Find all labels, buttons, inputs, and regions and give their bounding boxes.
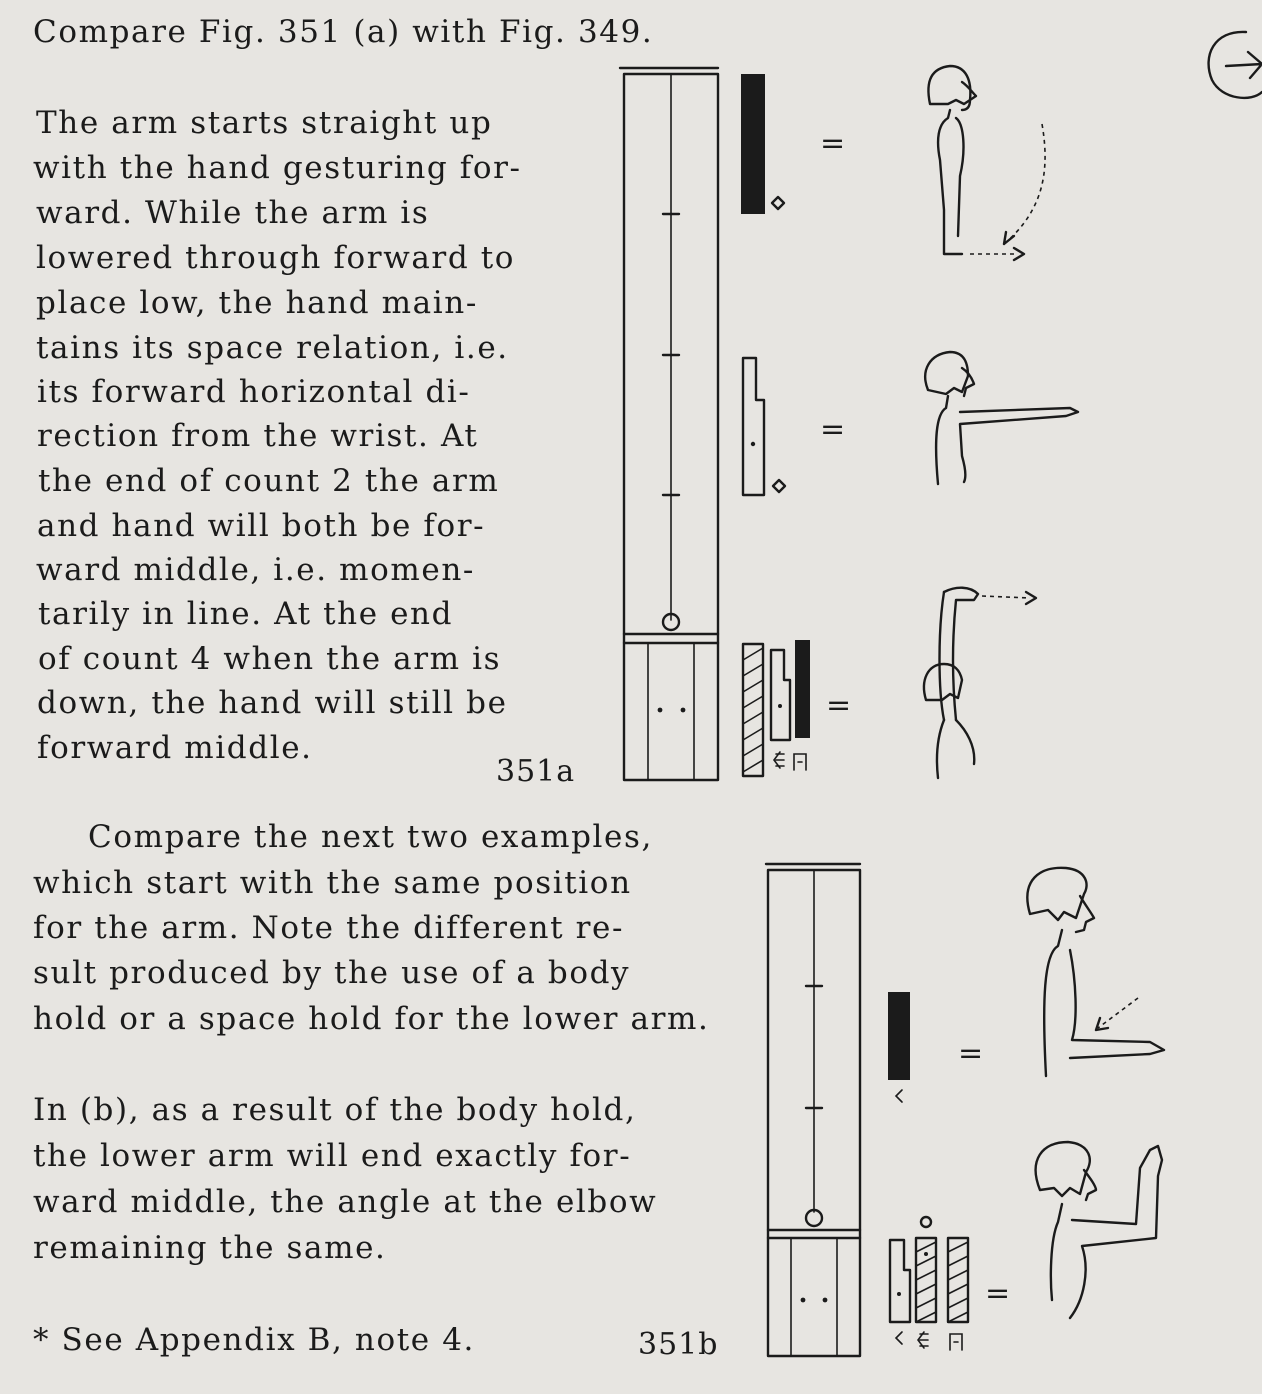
figure-a3-arm-up <box>924 588 1036 778</box>
paragraph-a-line-6: tains its space relation, i.e. <box>36 330 509 366</box>
intro-line: Compare Fig. 351 (a) with Fig. 349. <box>33 14 654 50</box>
paragraph-a-line-5: place low, the hand main- <box>36 285 478 321</box>
equals-sign-b2: = <box>985 1276 1012 1311</box>
paragraph-compare-line-3: for the arm. Note the different re- <box>33 910 625 946</box>
paragraph-a-line-15: forward middle. <box>37 730 313 766</box>
paragraph-a-line-14: down, the hand will still be <box>37 685 508 721</box>
equals-sign-b1: = <box>958 1036 985 1071</box>
equals-sign-a2: = <box>820 412 847 447</box>
paragraph-b-line-2: the lower arm will end exactly for- <box>33 1138 632 1174</box>
figure-a2-arm-forward <box>925 352 1078 484</box>
direction-symbols-b2 <box>890 1217 968 1350</box>
paragraph-a-line-8: rection from the wrist. At <box>37 418 479 454</box>
paragraph-a-line-3: ward. While the arm is <box>36 195 430 231</box>
arrow-right-circle-icon <box>1209 32 1262 98</box>
paragraph-b-line-4: remaining the same. <box>33 1230 387 1266</box>
paragraph-a-line-12: tarily in line. At the end <box>38 596 454 632</box>
figure-label-351b: 351b <box>638 1327 719 1362</box>
paragraph-a-line-7: its forward horizontal di- <box>37 374 471 410</box>
paragraph-a-line-11: ward middle, i.e. momen- <box>36 552 475 588</box>
paragraph-a-line-2: with the hand gesturing for- <box>33 150 522 186</box>
staff-351a <box>620 68 718 780</box>
paragraph-compare-line-5: hold or a space hold for the lower arm. <box>33 1001 710 1037</box>
figure-label-351a: 351a <box>496 754 576 789</box>
figure-a1-arm-down <box>928 66 1045 260</box>
paragraph-compare-line-4: sult produced by the use of a body <box>33 955 631 991</box>
staff-351b <box>766 864 860 1356</box>
paragraph-a-line-9: the end of count 2 the arm <box>38 463 500 499</box>
direction-symbol-b1 <box>888 992 910 1102</box>
direction-symbols-a3 <box>743 640 810 776</box>
paragraph-a-line-1: The arm starts straight up <box>36 105 493 141</box>
figure-b2-forearm-up <box>1036 1142 1162 1318</box>
equals-sign-a3: = <box>826 688 853 723</box>
paragraph-b-line-3: ward middle, the angle at the elbow <box>33 1184 658 1220</box>
paragraph-a-line-13: of count 4 when the arm is <box>38 641 502 677</box>
paragraph-a-line-4: lowered through forward to <box>36 240 516 276</box>
direction-symbol-a1 <box>741 74 784 214</box>
footnote: * See Appendix B, note 4. <box>33 1322 475 1358</box>
paragraph-compare-line-1: Compare the next two examples, <box>88 819 653 855</box>
paragraph-a-line-10: and hand will both be for- <box>37 508 486 544</box>
direction-symbol-a2 <box>743 358 785 495</box>
figure-b1-forearm-forward <box>1027 868 1164 1076</box>
equals-sign-a1: = <box>820 126 847 161</box>
paragraph-b-line-1: In (b), as a result of the body hold, <box>33 1092 637 1128</box>
paragraph-compare-line-2: which start with the same position <box>33 865 632 901</box>
